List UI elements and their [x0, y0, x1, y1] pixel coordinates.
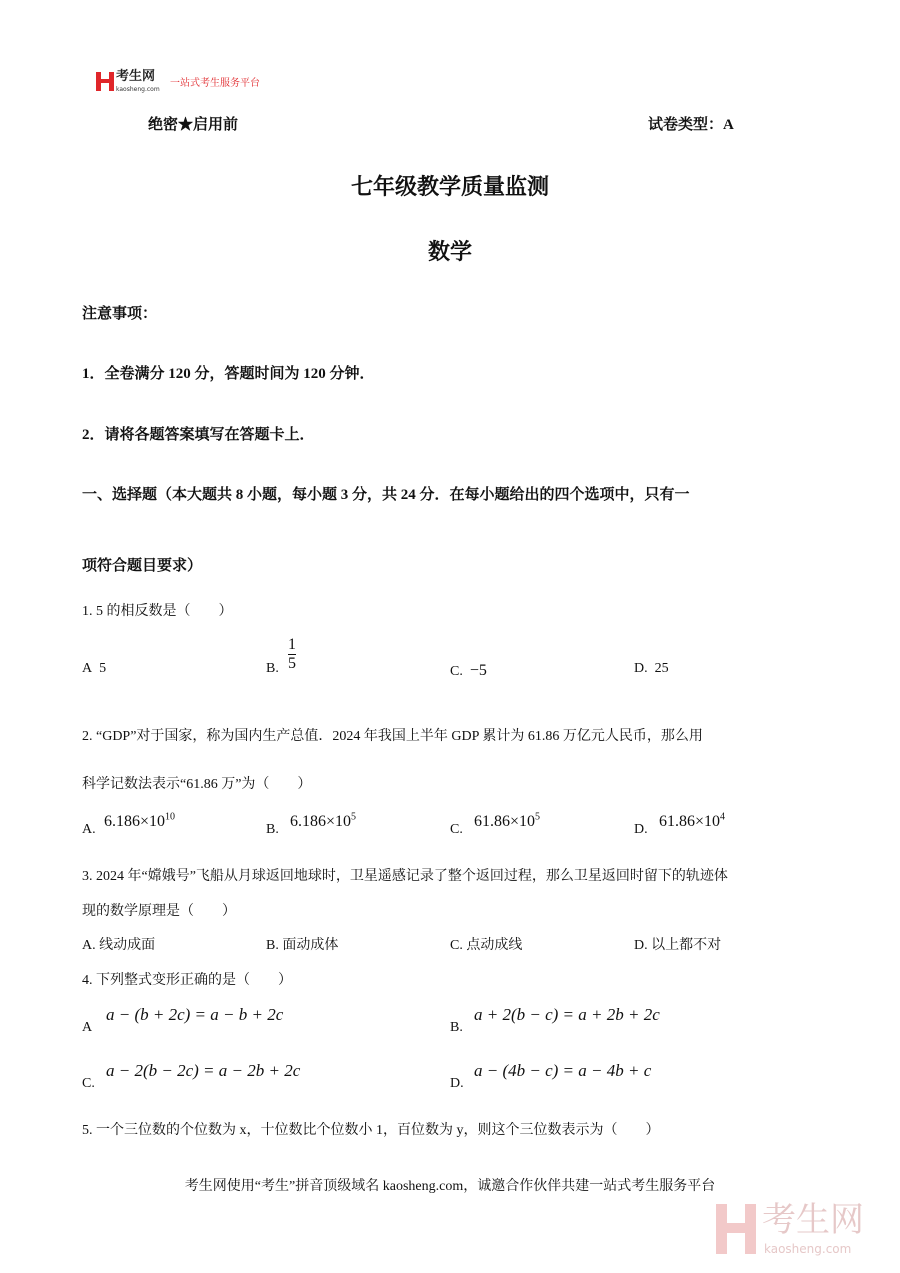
paper-type: 试卷类型：A	[648, 117, 734, 133]
option-a-value: a − (b + 2c) = a − b + 2c	[106, 1005, 284, 1024]
option-d-value: a − (4b − c) = a − 4b + c	[474, 1061, 652, 1080]
option-b-label: B.	[266, 822, 279, 837]
fraction: $\frac{1}{5}$	[288, 636, 296, 672]
note-item: 1．全卷满分 120 分，答题时间为 120 分钟．	[82, 366, 375, 382]
option-c: C. 点动成线	[450, 938, 523, 953]
logo-sub: kaosheng.com	[116, 86, 160, 93]
watermark-text: 考生网	[762, 1200, 864, 1240]
option-d-value: $61.86\times 10^4$	[659, 811, 726, 830]
question-stem: 2. “GDP”对于国家，称为国内生产总值．2024 年我国上半年 GDP 累计为 61.86 万亿元人民币，那么用	[82, 729, 703, 744]
question-stem-cont: 科学记数法表示“61.86 万”为（ ）	[82, 777, 312, 792]
option-d: D. 25	[634, 661, 669, 676]
subject-title: 数学	[427, 239, 472, 264]
option-d-label: D.	[634, 822, 648, 837]
option-b-label: B.	[450, 1020, 463, 1035]
option-c-value: $61.86\times 10^5$	[474, 811, 541, 830]
slogan: 一站式考生服务平台	[170, 78, 260, 89]
notes-heading: 注意事项：	[82, 306, 158, 322]
option-a: A 5	[82, 661, 107, 676]
page-title: 七年级教学质量监测	[350, 174, 549, 199]
logo-text: 考生网	[116, 69, 156, 84]
option-d-label: D.	[450, 1076, 464, 1091]
option-a: A. 线动成面	[82, 938, 156, 953]
option-b-label: B.	[266, 661, 279, 676]
note-item: 2．请将各题答案填写在答题卡上．	[82, 427, 315, 443]
option-c-label: C.	[82, 1076, 95, 1091]
option-b-fraction	[288, 636, 296, 673]
watermark-logo-icon	[716, 1204, 756, 1254]
option-c: C. −5	[450, 662, 487, 679]
option-d: D. 以上都不对	[634, 938, 722, 953]
option-a-label: A.	[82, 822, 96, 837]
option-b: B. 面动成体	[266, 938, 339, 953]
question-stem-cont: 现的数学原理是（ ）	[82, 904, 236, 919]
option-c-value: a − 2(b − 2c) = a − 2b + 2c	[106, 1061, 301, 1080]
footer-text: 考生网使用“考生”拼音顶级域名 kaosheng.com，诚邀合作伙伴共建一站式考生服务平台	[184, 1179, 716, 1194]
option-c-label: C.	[450, 822, 463, 837]
question-stem: 5. 一个三位数的个位数为 x，十位数比个位数小 1，百位数为 y，则这个三位数表示为（ ）	[82, 1123, 660, 1138]
section-heading: 一、选择题（本大题共 8 小题，每小题 3 分，共 24 分．在每小题给出的四个选项中，只有一	[82, 487, 690, 503]
secret-label: 绝密★启用前	[148, 117, 239, 133]
question-stem: 4. 下列整式变形正确的是（ ）	[82, 973, 292, 988]
question-stem: 1. 5 的相反数是（ ）	[82, 604, 233, 619]
option-a-label: A	[82, 1020, 93, 1035]
option-b-value: $6.186\times 10^5$	[290, 811, 357, 830]
section-heading-cont: 项符合题目要求）	[82, 558, 203, 574]
option-b-value: a + 2(b − c) = a + 2b + 2c	[474, 1005, 660, 1024]
watermark-sub: kaosheng.com	[764, 1242, 852, 1256]
question-stem: 3. 2024 年“嫦娥号”飞船从月球返回地球时，卫星遥感记录了整个返回过程，那么卫星返回时留下的轨迹体	[82, 869, 728, 884]
logo-icon	[96, 72, 114, 91]
option-a-value: $6.186\times 10^{10}$	[104, 811, 176, 830]
